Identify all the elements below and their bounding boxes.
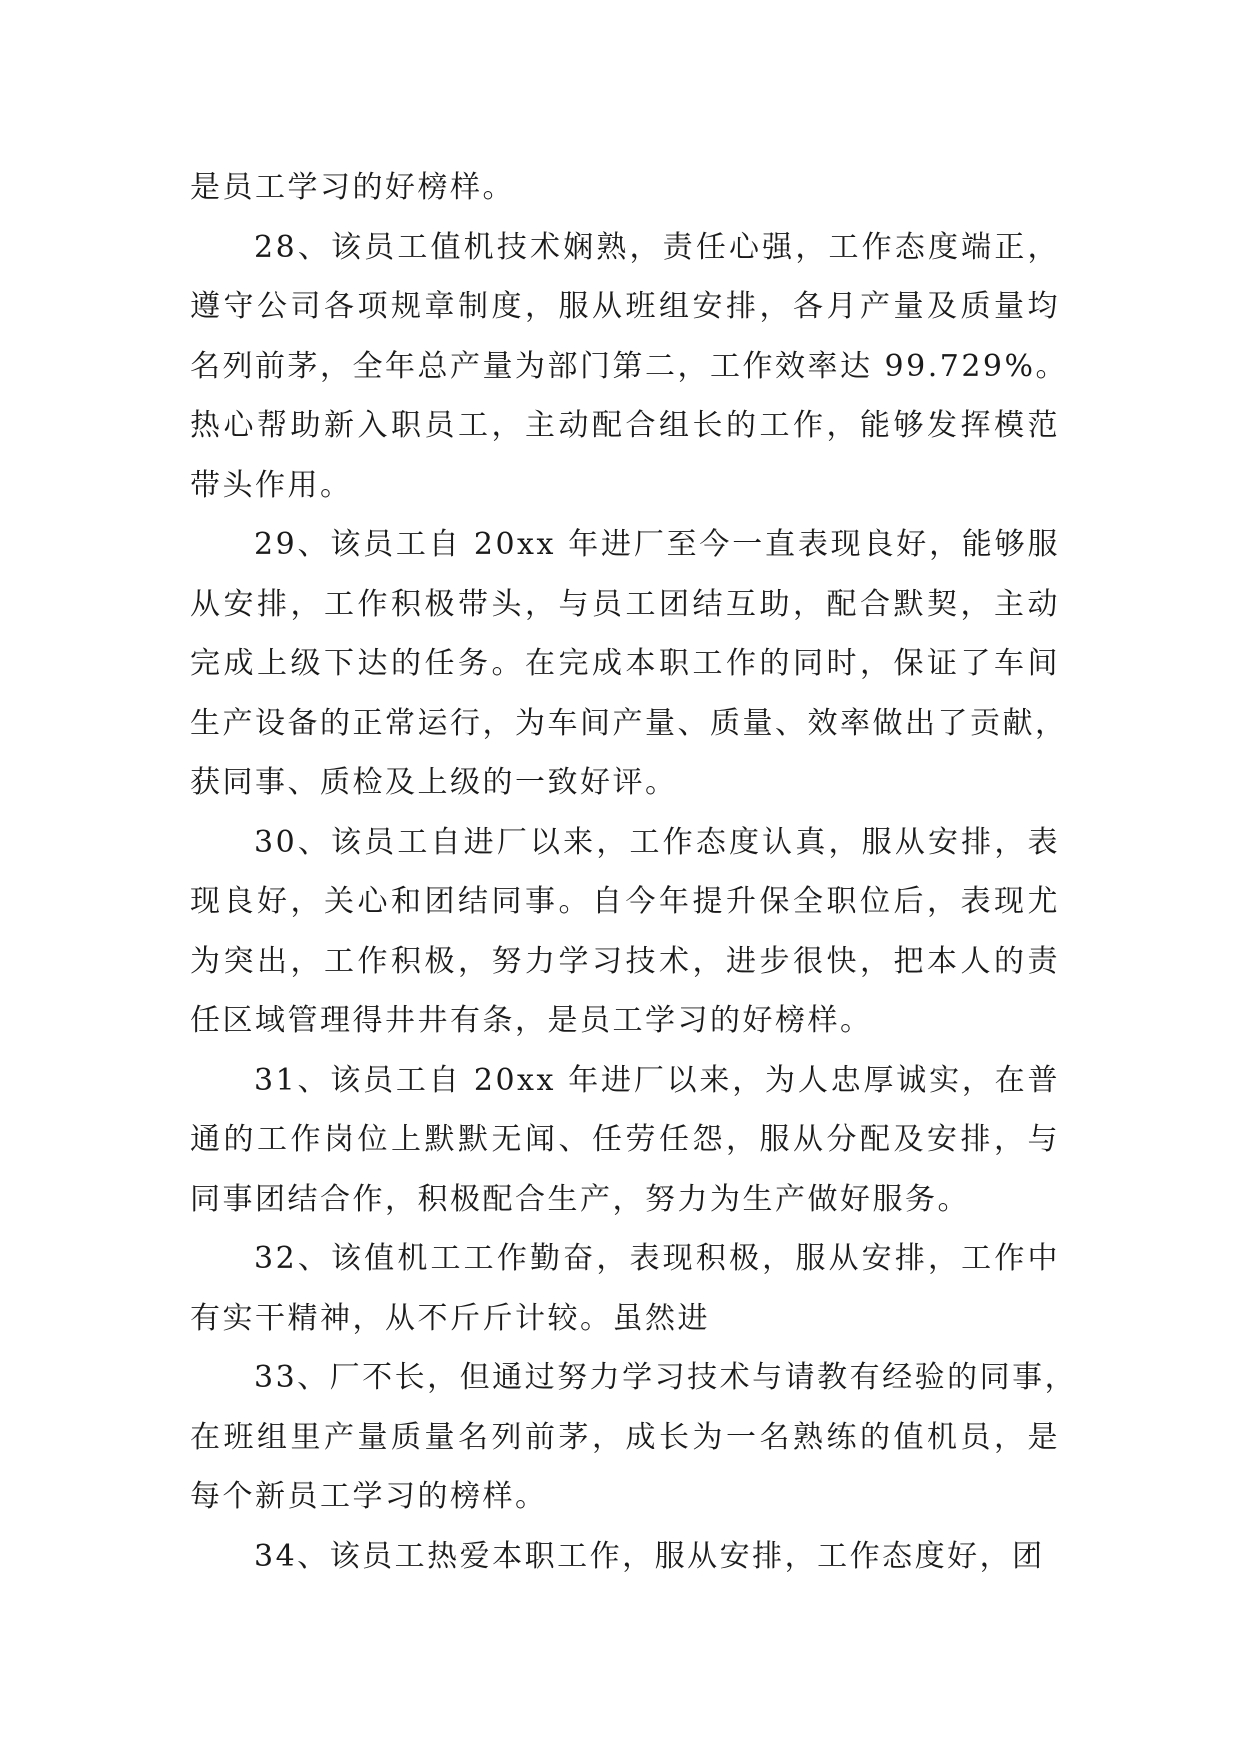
text-line: 现良好，关心和团结同事。自今年提升保全职位后，表现尤 <box>190 884 1060 919</box>
text-line: 33、厂不长，但通过努力学习技术与请教有经验的同事， <box>254 1360 1078 1395</box>
paragraph-p28 <box>190 218 1069 516</box>
text-line: 任区域管理得井井有条，是员工学习的好榜样。 <box>190 1003 873 1038</box>
text-line: 为突出，工作积极，努力学习技术，进步很快，把本人的责 <box>190 943 1060 979</box>
document-body <box>190 158 1078 1586</box>
text-line: 30、该员工自进厂以来，工作态度认真，服从安排，表 <box>254 824 1060 860</box>
text-line: 通的工作岗位上默默无闻、任劳任怨，服从分配及安排，与 <box>190 1122 1060 1157</box>
text-line: 在班组里产量质量名列前茅，成长为一名熟练的值机员，是 <box>190 1419 1060 1455</box>
text-line: 32、该值机工工作勤奋，表现积极，服从安排，工作中 <box>254 1241 1060 1276</box>
text-line: 31、该员工自 20xx 年进厂以来，为人忠厚诚实，在普 <box>254 1062 1060 1098</box>
text-line: 获同事、质检及上级的一致好评。 <box>190 765 678 800</box>
text-line: 28、该员工值机技术娴熟，责任心强，工作态度端正， <box>254 229 1060 265</box>
text-line: 完成上级下达的任务。在完成本职工作的同时，保证了车间 <box>190 646 1060 681</box>
text-line: 是员工学习的好榜样。 <box>190 170 515 205</box>
paragraph-p27-tail <box>190 158 1060 218</box>
text-line: 名列前茅，全年总产量为部门第二，工作效率达 99.729%。 <box>190 348 1069 384</box>
paragraph-p33 <box>190 1348 1078 1527</box>
paragraph-p34 <box>190 1527 1060 1587</box>
text-line: 遵守公司各项规章制度，服从班组安排，各月产量及质量均 <box>190 289 1060 324</box>
paragraph-p29 <box>190 515 1068 813</box>
text-line: 34、该员工热爱本职工作，服从安排，工作态度好，团 <box>254 1538 1045 1574</box>
text-line: 有实干精神，从不斤斤计较。虽然进 <box>190 1300 710 1336</box>
text-line: 同事团结合作，积极配合生产，努力为生产做好服务。 <box>190 1181 970 1217</box>
text-line: 每个新员工学习的榜样。 <box>190 1479 548 1514</box>
paragraph-p32 <box>190 1229 1060 1348</box>
paragraph-p31 <box>190 1051 1060 1230</box>
text-line: 热心帮助新入职员工，主动配合组长的工作，能够发挥模范 <box>190 408 1060 443</box>
text-line: 29、该员工自 20xx 年进厂至今一直表现良好，能够服 <box>254 527 1060 562</box>
text-line: 生产设备的正常运行，为车间产量、质量、效率做出了贡献， <box>190 705 1068 741</box>
text-line: 带头作用。 <box>190 467 353 503</box>
paragraph-p30 <box>190 813 1060 1051</box>
text-line: 从安排，工作积极带头，与员工团结互助，配合默契，主动 <box>190 586 1060 622</box>
